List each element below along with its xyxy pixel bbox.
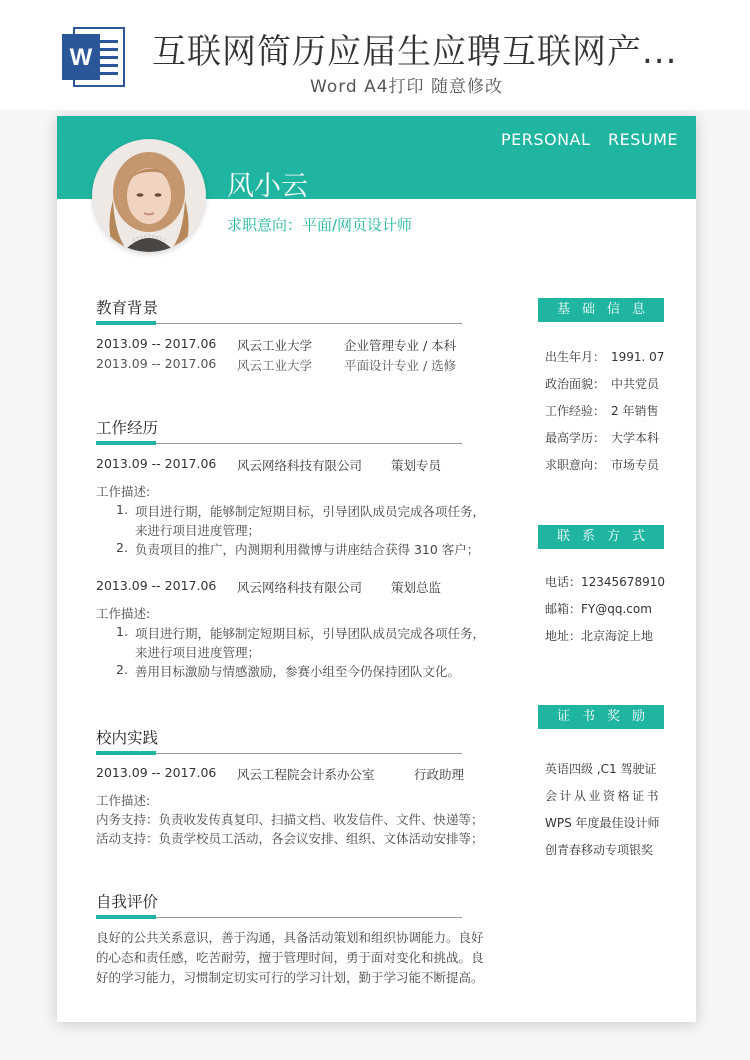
- self-eval-accent: [96, 915, 156, 919]
- list-item: 善用目标激励与情感激励，参赛小组至今仍保持团队文化。: [135, 664, 461, 679]
- campus-accent: [96, 751, 156, 755]
- campus-line: 活动支持：负责学校员工活动，各会议安排、组织、文体活动安排等；: [96, 831, 484, 846]
- job-objective: 求职意向：平面/网页设计师: [227, 216, 413, 234]
- job-date: 2013.09 -- 2017.06: [96, 578, 217, 593]
- basic-info-item: [545, 456, 659, 473]
- basic-info-key: 工作经验：: [545, 404, 606, 418]
- basic-info-value: 市场专员: [611, 458, 660, 472]
- self-eval-line: 好的学习能力，习惯制定切实可行的学习计划，勤于学习能不断提高。: [96, 970, 484, 985]
- resume-page: [57, 116, 696, 1022]
- job-desc-label: 工作描述:: [96, 484, 151, 499]
- word-icon-letter: W: [69, 44, 93, 71]
- basic-info-item: [545, 375, 659, 392]
- campus-desc-label: 工作描述:: [96, 793, 151, 808]
- basic-info-item: [545, 429, 659, 446]
- word-document-icon: [60, 22, 130, 92]
- list-number: 2.: [116, 540, 128, 555]
- basic-info-key: 出生年月：: [545, 350, 606, 364]
- job-date: 2013.09 -- 2017.06: [96, 456, 217, 471]
- job-company: 风云网络科技有限公司: [237, 458, 363, 473]
- education-school: 风云工业大学: [237, 358, 313, 373]
- candidate-name: 风小云: [227, 171, 308, 202]
- list-number: 1.: [116, 624, 128, 639]
- education-date: 2013.09 -- 2017.06: [96, 356, 217, 371]
- basic-info-heading: 基础信息: [538, 298, 664, 322]
- banner-label: PERSONAL RESUME: [500, 130, 678, 149]
- list-number: 1.: [116, 502, 128, 517]
- avatar: [93, 140, 205, 252]
- basic-info-value: 2 年销售: [611, 404, 659, 418]
- education-major: 企业管理专业 / 本科: [344, 338, 457, 353]
- self-eval-line: 良好的公共关系意识，善于沟通，具备活动策划和组织协调能力。良好: [96, 930, 484, 945]
- basic-info-key: 最高学历：: [545, 431, 606, 445]
- certificate-item: WPS 年度最佳设计师: [545, 816, 660, 830]
- campus-line: 内务支持：负责收发传真复印、扫描文档、收发信件、文件、快递等；: [96, 812, 484, 827]
- work-accent: [96, 441, 156, 445]
- list-item: 来进行项目进度管理；: [135, 645, 261, 660]
- contact-address: 地址：北京海淀上地: [545, 629, 654, 643]
- campus-date: 2013.09 -- 2017.06: [96, 765, 217, 780]
- campus-role: 行政助理: [414, 767, 465, 782]
- education-school: 风云工业大学: [237, 338, 313, 353]
- basic-info-item: [545, 348, 664, 365]
- job-role: 策划总监: [391, 580, 442, 595]
- education-date: 2013.09 -- 2017.06: [96, 336, 217, 351]
- basic-info-value: 大学本科: [611, 431, 660, 445]
- contact-phone: 电话：12345678910: [545, 575, 665, 589]
- list-item: 项目进行期，能够制定短期目标，引导团队成员完成各项任务，: [135, 504, 486, 519]
- campus-title: 校内实践: [96, 729, 159, 747]
- education-major: 平面设计专业 / 选修: [344, 358, 457, 373]
- list-item: 来进行项目进度管理；: [135, 523, 261, 538]
- job-company: 风云网络科技有限公司: [237, 580, 363, 595]
- job-role: 策划专员: [391, 458, 442, 473]
- list-item: 负责项目的推广，内测期利用微博与讲座结合获得 310 客户；: [135, 542, 480, 557]
- certificate-item: 会计从业资格证书: [545, 789, 662, 803]
- education-title: 教育背景: [96, 299, 159, 317]
- basic-info-key: 政治面貌：: [545, 377, 606, 391]
- basic-info-item: [545, 402, 658, 419]
- document-subtitle: Word A4打印 随意修改: [310, 77, 503, 97]
- page-header: [0, 0, 750, 110]
- list-item: 项目进行期，能够制定短期目标，引导团队成员完成各项任务，: [135, 626, 486, 641]
- work-title: 工作经历: [96, 419, 159, 437]
- education-accent: [96, 321, 156, 325]
- list-number: 2.: [116, 662, 128, 677]
- contact-email: 邮箱：FY@qq.com: [545, 602, 652, 616]
- self-eval-line: 的心态和责任感，吃苦耐劳，擅于管理时间，勇于面对变化和挑战。良: [96, 950, 484, 965]
- job-desc-label: 工作描述:: [96, 606, 151, 621]
- contact-heading: 联系方式: [538, 525, 664, 549]
- portrait-photo: [93, 140, 205, 252]
- certificate-item: 创青春移动专项银奖: [545, 843, 654, 857]
- basic-info-key: 求职意向：: [545, 458, 606, 472]
- self-eval-title: 自我评价: [96, 893, 159, 911]
- certificates-heading: 证书奖励: [538, 705, 664, 729]
- certificate-item: 英语四级 ,C1 驾驶证: [545, 762, 657, 776]
- campus-org: 风云工程院会计系办公室: [237, 767, 375, 782]
- document-title: 互联网简历应届生应聘互联网产...: [152, 32, 678, 72]
- basic-info-value: 1991. 07: [611, 350, 665, 364]
- basic-info-value: 中共党员: [611, 377, 660, 391]
